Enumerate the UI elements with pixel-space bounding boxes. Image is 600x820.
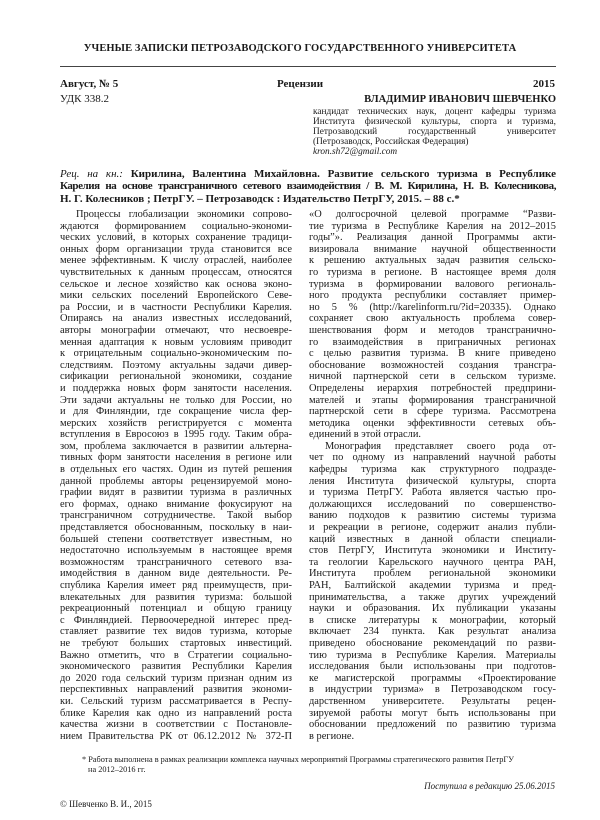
text-line: качества жизни в соответствии с Постановле- [60, 719, 292, 731]
text-line: менее эффективным. К числу отраслей, наиболее [60, 255, 292, 267]
text-line: чувствительных к данным процессам, относятся [60, 266, 292, 278]
text-line: туризма в формировании валового региональ- [309, 278, 556, 290]
citation-line: Н. Г. Колесников ; ПетрГУ. – Петрозаводск : Издательство ПетрГУ, 2015. – 88 с.* [60, 192, 460, 205]
text-line: и для Финляндии, где сокращение числа фер- [60, 406, 292, 418]
text-line: Опираясь на анализ известных исследований, [60, 313, 292, 325]
text-line: ления Института физической культуры, спорта [309, 475, 556, 487]
citation-prefix: Рец. на кн.: [60, 168, 123, 180]
paragraph [309, 441, 556, 742]
text-line: единений в этой отрасли. [309, 429, 421, 441]
text-line: Института проблем региональной экономики [309, 568, 556, 580]
text-line: недостаточно используемым в настоящее время [60, 545, 292, 557]
text-line: ного продукта республики составляет пример- [309, 290, 556, 302]
text-line: сохраняет свою актуальность проблема совер- [309, 313, 556, 325]
text-line: экономического развития Республики Карелия [60, 661, 292, 673]
text-line: нием Правительства РК от 06.12.2012 № 372-П [60, 730, 292, 742]
paragraph [309, 209, 556, 441]
text-line: РАН, Балтийской академии туризма и пред- [309, 580, 556, 591]
text-line: в регионе. [309, 730, 355, 742]
text-line: и рекреации в регионе, содержит анализ публи- [309, 522, 556, 534]
received-date: Поступила в редакцию 25.06.2015 [424, 781, 555, 791]
text-line: к решению актуальных задач развития сельско- [309, 255, 556, 267]
text-line: данной проблемы авторы рецензируемой моно- [60, 475, 292, 487]
text-line: го взаимодействия в приграничных регионах [309, 336, 556, 348]
text-line: перспективных направлений развития экономи- [60, 684, 292, 696]
text-line: графии видят в развитии туризма в различных [60, 487, 292, 499]
text-line: зируемой работы могут быть использованы при [309, 707, 556, 719]
text-line: Определены иерархия потребностей предприни- [309, 382, 556, 394]
body-column-right [309, 209, 556, 742]
text-line: Монография представляет своего рода от- [325, 440, 556, 452]
text-line: сельское и лесное хозяйство как основа эконо- [60, 278, 292, 290]
text-line: сификации региональной экономики, создание [60, 371, 292, 383]
text-line: ванию подходов к развитию системы туризма [309, 510, 556, 522]
copyright: © Шевченко В. И., 2015 [60, 799, 152, 809]
journal-title: УЧЕНЫЕ ЗАПИСКИ ПЕТРОЗАВОДСКОГО ГОСУДАРСТВЕННОГО УНИВЕРСИТЕТА [83, 43, 517, 54]
issue-year: 2015 [533, 78, 555, 90]
text-line: представляется обоснованным, поскольку в наи- [60, 522, 292, 534]
author-name: ВЛАДИМИР ИВАНОВИЧ ШЕВЧЕНКО [364, 94, 556, 105]
text-line: шенствования форм и методов трансгранично- [309, 324, 556, 336]
text-line: обосновании предложений по развитию туризма [309, 719, 556, 731]
text-line: менная адаптация к новым условиям приводит [60, 336, 292, 348]
text-line: ческих условий, в которых сохранение традици- [60, 232, 292, 244]
text-line: Важно отметить, что в Стратегии социально- [60, 649, 292, 661]
text-line: включает 234 пункта. Как результат анализа [309, 626, 556, 638]
text-line: его формах, однако внимание фокусируют на [60, 498, 292, 510]
text-line: рекреационный потенциал и общую границу [60, 603, 292, 615]
text-line: мики сельских поселений Европейского Севе- [60, 290, 292, 302]
text-line: вступления в Евросоюз в 1995 году. Таким обра- [60, 429, 292, 441]
text-line: ра России, и в частности Республики Карелия. [60, 301, 292, 313]
text-line: Эти задачи актуальны не только для России, но [60, 394, 292, 406]
text-line: науки и образования. Их публикации указаны [309, 603, 556, 615]
text-line: и поддержка новых форм занятости населения. [60, 382, 292, 394]
text-line: в отдельных его частях. Один из путей решения [60, 464, 292, 476]
text-line: возможностям трансграничного сетевого вза- [60, 556, 292, 568]
text-line: мателей и этапы формирования трансграничной [309, 394, 556, 406]
text-line: ждаются формированием социально-экономи- [60, 220, 292, 232]
text-line: тию туризма в Республике Карелия. Материалы [309, 649, 556, 661]
footnote-line: на 2012–2016 гг. [88, 764, 146, 774]
text-line: трансграничном сотрудничестве. Такой выбор [60, 510, 292, 522]
text-line: но 5 % (http://karelinform.ru/?id=20335). Однако [309, 301, 556, 313]
text-line: блике Карелия как одно из направлений роста [60, 707, 292, 719]
text-line: Процессы глобализации экономики сопрово- [76, 209, 292, 220]
footnote [82, 755, 556, 774]
text-line: имодействия в данном виде деятельности. Ре- [60, 568, 292, 580]
text-line: с целью развития туризма. В книге приведено [309, 348, 556, 360]
text-line: визировала внимание научной общественности [309, 243, 556, 255]
text-line: ки. Сельский туризм рассматривается в Респу- [60, 695, 292, 707]
issue-number: Август, № 5 [60, 78, 119, 90]
text-line: спублика Карелия имеет ряд преимуществ, при- [60, 580, 292, 591]
text-line: к отрицательным социально-экономическим по- [60, 348, 292, 360]
text-line: не требуют больших стартовых инвестиций. [60, 637, 292, 649]
text-line: кафедры туризма как структурного подразде- [309, 464, 556, 476]
author-email[interactable]: kron.sh72@gmail.com [313, 147, 398, 157]
author-affiliation: кандидат технических наук, доцент кафедры туризма Института физической культуры, спорта и туризма, Петрозаводский государственный университет (Петрозаводск, Российская Федерация) [313, 107, 556, 147]
text-line: «О долгосрочной целевой программе “Разви- [309, 209, 556, 220]
author-block [313, 94, 556, 157]
text-line: тие туризма в Республике Карелия на 2012–2015 [309, 220, 556, 232]
text-line: ничной партнерской сети в сельском туризме. [309, 371, 556, 383]
text-line: тивных форм занятости населения в регионе или [60, 452, 292, 464]
text-line: в списке литературы к монографии, который [309, 614, 556, 626]
text-line: мерских хозяйств регистрируется с момента [60, 417, 292, 429]
text-line: большей степени соответствует известным, но [60, 533, 292, 545]
udk-code: УДК 338.2 [60, 93, 110, 105]
paragraph [60, 209, 292, 742]
text-line: исследования были использованы при подготов- [309, 661, 556, 673]
text-line: и туризма ПетрГУ. Работа является частью про- [309, 487, 556, 499]
body-column-left [60, 209, 292, 742]
footnote-line: * Работа выполнена в рамках реализации комплекса научных мероприятий Программы стратегического развития ПетрГУ [82, 755, 515, 764]
text-line: ставляет развитие тех видов туризма, которые [60, 626, 292, 638]
text-line: го туризма в регионе. В настоящее время доля [309, 266, 556, 278]
text-line: обоснование возможностей создания трансгра- [309, 359, 556, 371]
text-line: онных форм организации труда становится все [60, 243, 292, 255]
text-line: в индустрии туризма» в Петрозаводском госу- [309, 684, 556, 696]
citation-line: Кирилина, Валентина Михайловна. Развитие сельского туризма в Республике [130, 168, 556, 180]
text-line: зом, проблема заключается в развитии альтерна- [60, 440, 292, 452]
text-line: с Финляндией. Первоочередной интерес пред- [60, 614, 292, 626]
text-line: годы”». Реализация данной Программы акти- [309, 232, 556, 244]
text-line: та геологии Карельского научного центра РАН, [309, 556, 556, 568]
section-name: Рецензии [276, 78, 324, 90]
text-line: принимательства, а также других учреждений [309, 591, 556, 603]
reviewed-book-citation [60, 168, 556, 205]
text-line: должающихся исследований по совершенство- [309, 498, 556, 510]
text-line: следствиям. Поэтому актуальны задачи дивер- [60, 359, 292, 371]
text-line: чет по одному из направлений научной работы [309, 452, 556, 464]
text-line: влекательных для развития туризма: большой [60, 591, 292, 603]
text-line: дарственном университете. Результаты рецен- [309, 695, 556, 707]
text-line: авторы монографии отмечают, что несвоевре- [60, 324, 292, 336]
citation-line: Карелия на основе трансграничного сетевого взаимодействия / В. М. Кирилина, Н. В. Колесникова, [60, 180, 556, 193]
text-line: каций известных в данной области специали- [309, 533, 556, 545]
text-line: ке магистерской программы «Проектирование [309, 672, 556, 684]
header-divider [60, 66, 556, 67]
text-line: приведено обоснование рекомендаций по разви- [309, 637, 556, 649]
text-line: стов ПетрГУ, Института экономики и Институ- [309, 545, 556, 557]
text-line: партнерской сети в сфере туризма. Рассмотрена [309, 406, 556, 418]
text-line: до 2020 года сельский туризм признан одним из [60, 672, 292, 684]
text-line: методика оценки эффективности сетевых объ- [309, 417, 556, 429]
